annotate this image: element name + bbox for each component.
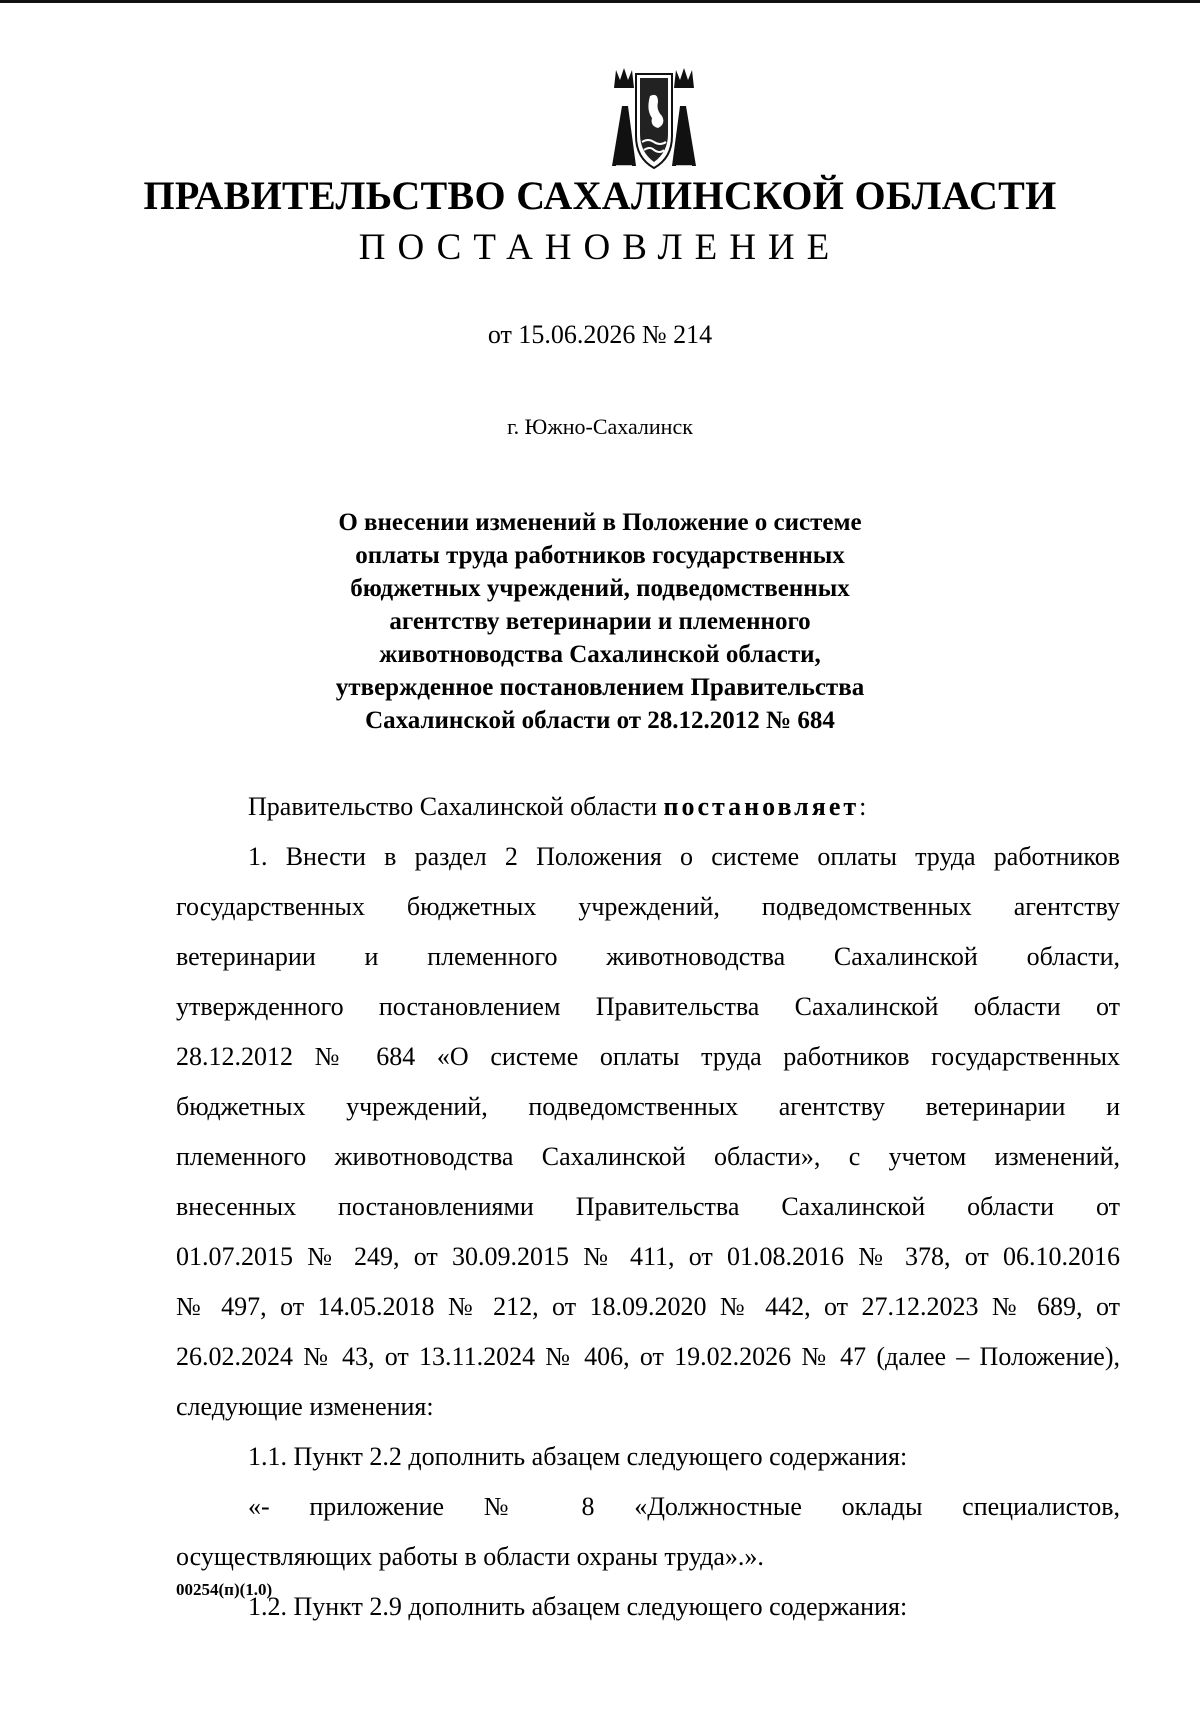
item-1-line: 28.12.2012 № 684 «О системе оплаты труда работников государственных [176,1042,1120,1071]
document-code: 00254(п)(1.0) [176,1580,273,1599]
item-1-line: государственных бюджетных учреждений, подведомственных агентству [176,892,1120,921]
document-date-number: от 15.06.2026 № 214 [487,320,713,349]
subject-line: бюджетных учреждений, подведомственных [350,575,850,602]
item-1-line: бюджетных учреждений, подведомственных агентству ветеринарии и [176,1092,1120,1121]
subject-line: животноводства Сахалинской области, [379,641,821,668]
document-city: г. Южно-Сахалинск [507,414,693,439]
government-title: ПРАВИТЕЛЬСТВО САХАЛИНСКОЙ ОБЛАСТИ [143,173,1057,218]
item-1-line: утвержденного постановлением Правительства Сахалинской области от [176,992,1120,1021]
preamble-text: Правительство Сахалинской области [248,792,664,821]
item-1-1-quote-line: «- приложение № 8 «Должностные оклады специалистов, [248,1492,1120,1521]
item-1-last-line: следующие изменения: [176,1392,434,1421]
item-1-line: 26.02.2024 № 43, от 13.11.2024 № 406, от 19.02.2026 № 47 (далее – Положение), [176,1342,1120,1371]
item-1-line: 01.07.2015 № 249, от 30.09.2015 № 411, от 01.08.2016 № 378, от 06.10.2016 [176,1242,1120,1271]
item-1-line: 1. Внести в раздел 2 Положения о системе оплаты труда работников [248,842,1120,871]
top-border-line [0,0,1200,3]
item-1-1: 1.1. Пункт 2.2 дополнить абзацем следующего содержания: [248,1442,908,1471]
subject-line: утвержденное постановлением Правительства [335,674,865,701]
document-subject [300,506,900,737]
subject-line: Сахалинской области от 28.12.2012 № 684 [365,707,835,734]
subject-line: О внесении изменений в Положение о системе [338,509,862,536]
document-body [176,782,1120,1632]
preamble-emphasis: постановляет [663,792,860,821]
item-1-line: племенного животноводства Сахалинской области», с учетом изменений, [176,1142,1120,1171]
item-1-line: ветеринарии и племенного животноводства Сахалинской области, [176,942,1120,971]
item-1-1-quote-line: осуществляющих работы в области охраны труда».». [176,1542,764,1571]
sakhalin-coat-of-arms-icon [606,66,702,174]
subject-line: агентству ветеринарии и племенного [389,608,811,635]
item-1-2: 1.2. Пункт 2.9 дополнить абзацем следующего содержания: [248,1592,908,1621]
document-type: ПОСТАНОВЛЕНИЕ [358,227,842,268]
item-1-line: № 497, от 14.05.2018 № 212, от 18.09.2020 № 442, от 27.12.2023 № 689, от [176,1292,1120,1321]
subject-line: оплаты труда работников государственных [355,542,845,569]
item-1-line: внесенных постановлениями Правительства Сахалинской области от [176,1192,1120,1221]
preamble [176,782,1120,832]
preamble-colon: : [859,792,867,821]
